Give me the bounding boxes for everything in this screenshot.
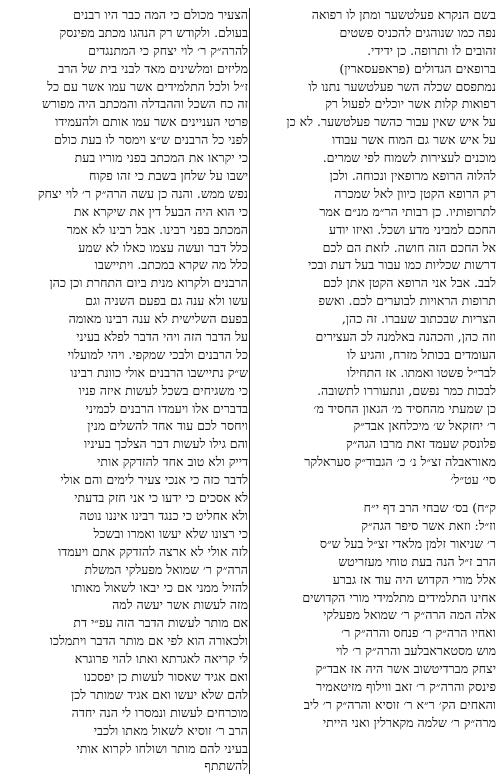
text-line: הרבנים ולקרוא מנית ביום התחרת וכן כהן xyxy=(49,275,248,291)
text-line: כי משגיחים בשכל לעשות איזה פניו xyxy=(78,382,248,398)
text-line: כלל דבר ועשה עצמו כאלו לא שמע xyxy=(78,239,248,255)
text-line: להשתתף xyxy=(204,758,248,774)
text-line: נמתפסם שכלה השר פעלטשער נתנו לו xyxy=(308,78,496,94)
text-line: ברופאים הגדולים (פראפעסארין) xyxy=(339,60,496,76)
text-line: ר׳ יחזקאל ש׳ מיכלחאן אבד״ק xyxy=(353,418,496,434)
text-line: בפעם השלישית לא ענה רבינו מאומה xyxy=(68,311,248,327)
text-line: להלוה הרופא מרופאין ונכוחה. ולכן xyxy=(329,168,496,184)
text-line: בעיני להם מותר ושולחו לקרוא אותי xyxy=(76,740,248,756)
text-line: מוכנים לעצירות לשמוח לפי שמרים. xyxy=(322,150,496,166)
text-line: מוכרחים לעשות ונמסרו לי הנה יחדה xyxy=(71,704,248,720)
text-line: בשם הנקרא פעלטשער ומתן לו רפואה xyxy=(311,7,496,22)
text-line: ק״ח) בס׳ שבחי הרב דף י״ח xyxy=(363,500,496,516)
text-line: רק הרופא הקטן כיוון לאל שמכרה xyxy=(334,185,496,201)
text-line: מליזים ומלשינים מאד לבני בית של הרב xyxy=(58,60,248,76)
text-line: לבכות כמר נפשם, ונתעוררו לתשובה. xyxy=(317,382,496,398)
text-line: מרה״ק ר׳ שלמה מקארלין ואני הייתי xyxy=(322,714,496,730)
text-line: המכתב בפני רבינו. אבל רבינו לא אמר xyxy=(66,221,248,237)
text-line: כי יקראו את המכתב בפני מוריו בעת xyxy=(74,150,248,166)
text-line: ש״ק נתיישבו הרבנים אולי כוונת רבינו xyxy=(70,364,248,380)
text-line: להם שלא יעשו ואם אגיד שמותר לכן xyxy=(70,686,248,702)
text-line: נפש ממש. והנה כן עשה הרה״ק ר׳ לוי יצחק xyxy=(37,185,248,201)
text-line: לתרופותיו. כן רבותי הר״מ מנ״ם אמר xyxy=(319,203,496,219)
text-line: על הדבר הזה ויהי הדבר לפלא בעיני xyxy=(76,329,248,345)
text-line: והם גילו לעשות דבר הצלכך בעיניו xyxy=(83,436,248,452)
text-line: לי קריאה לאגרתא ואתו להוי פרוגרא xyxy=(74,651,248,667)
text-line: וזה כהן, והכהנה באלמנה לכ העצירים xyxy=(315,329,496,345)
text-line: העומדים בכותל מזרח, והגיע לו xyxy=(347,346,496,362)
text-line: כלל מה שקרא במכתב. ויתיישבו xyxy=(94,257,248,273)
text-line: ר׳ שניאור זלמן מלאדי זצ״ל בעל ש״ס xyxy=(319,535,496,551)
text-line: לבב. אבל אני הרופא הקטן אתן לכם xyxy=(322,275,496,291)
text-line: פרטי העניינים אשר עמו אותם ולהעמידו xyxy=(55,114,248,130)
text-line: והאחים הק׳ ר״א ר׳ זוסיא והרה״ק ר׳ ליב xyxy=(303,696,496,712)
text-line: עשו ולא ענה גם בפעם השניה וגם xyxy=(85,293,248,309)
text-line: כי רצונו שלא יעשו ואמרו ובשכל xyxy=(93,525,248,541)
right-text-column xyxy=(252,6,496,732)
text-line: הצריות שבכתוב שעברו. זה כהן, xyxy=(341,311,496,327)
text-line: אחינו התלמידים מתלמידי מורי הקדושים xyxy=(302,589,496,605)
text-line: החכם למביני מדע ושכל. ואיזו יודע xyxy=(329,221,496,237)
text-line: הצעיר מכולם כי המה כבר היו רבנים xyxy=(73,7,248,22)
text-line: כי הוא היה הבעל דין את שיקרא את xyxy=(73,203,248,219)
text-line: מוש מסטאראבלעב והרה״ק ר׳ לוי xyxy=(335,643,496,659)
text-line: ישבו על שלחן בשבת כי זהו פקוח xyxy=(88,168,248,184)
text-line: נפה כמו שנוהגים להכניס פשטים xyxy=(339,24,496,40)
text-line: פלונסק שעמד זאת מרבו הגה״ק xyxy=(345,436,496,452)
text-line: ז״ל ולכל התלמידים אשר עמו אשר עם כל xyxy=(47,78,248,94)
text-line: לבר״ל פשטו ואמתו. אז התחילו xyxy=(346,364,496,380)
text-line: ולכאורה הוא לפי אם מותר הדבר ויתמלכו xyxy=(49,633,248,649)
text-line: רפואות קלות אשר יוכלים לפעול רק xyxy=(325,96,496,112)
text-line: ולא אחליט כי כנגד רבינו איננו נוטה xyxy=(79,507,248,523)
text-line: בדברים אלו ויעמדו הרבנים לכמיני xyxy=(85,400,248,416)
text-line: כל הרבנים ולבכי שמקפי. ויהי למועלוי xyxy=(67,346,248,362)
text-line: תרופות הראויות לבוערים לכם. ואשפ xyxy=(318,293,496,309)
text-line: יצחק מברדיטשוב אשר היה אז אבד״ק xyxy=(315,661,496,677)
text-line: להזיל ממני אם כי יבאו לשאול מאותו xyxy=(71,579,248,595)
text-line: הרה״ק ר׳ שמואל מפעלקי המשלת xyxy=(84,561,248,577)
text-line: דרשות שכליות כמו עבור בעל דעת ובכי xyxy=(308,257,496,273)
text-line: אם מותר לעשות הדבר הזה עפ״י דת xyxy=(73,615,248,631)
text-line: לזה אולי לא ארצה להזדקק אתם ויעמדו xyxy=(58,543,248,559)
text-line: אלה המה הרה״ק ר׳ שמואל מפעלקי xyxy=(323,607,496,623)
text-line: מאוראבלה זצ״ל נ׳ כ׳ הגבוד״ק סעראלקר xyxy=(304,454,496,470)
text-line: דייק ולא טוב אחד להזדקק אותי xyxy=(97,454,248,470)
text-line: ואחיו הרה״ק ר׳ פנחס והרה״ק ר׳ xyxy=(341,625,496,641)
left-text-column xyxy=(4,6,248,775)
text-line: הרב ר׳ זוסיא לשאול מאתו ולכבי xyxy=(93,722,248,738)
text-line: זה כח השכל וההבדלה והמכתב היה מפורש xyxy=(41,96,248,112)
text-line: אלל מורי הקדוש היה עוד אז גברע xyxy=(332,571,496,587)
text-line: לפני כל הרבנים ש״צ וימסר לו בעת כולם xyxy=(53,132,248,148)
text-line: פינסק והרה״ק ר׳ זאב ווילוף מזיטאמיר xyxy=(316,678,496,694)
text-line: ויחסר לכם עוד אחד להשלים מנין xyxy=(87,418,248,434)
text-line: מזה לעשות אשר יעשה למה xyxy=(112,597,248,613)
text-line: לא אסכים כי ידעו כי אני חזק בדעתי xyxy=(74,490,248,506)
text-line: סי׳ עט״ל׳ xyxy=(450,472,496,488)
text-line: ואם אגיד שאסור לעשות כן יפסכנו xyxy=(83,668,248,684)
text-line: על איש שאין עבור כהשר פעלטשער. לא כן xyxy=(286,114,496,130)
text-line: בעולם. ולקודש רק הנהגו מכתב מפינסק xyxy=(59,24,248,40)
text-line: אל החכם הזה חושה. לזאת הם לכם xyxy=(322,239,496,255)
text-line: הרב ז״ל הנה בעת טוחי מעזריטש xyxy=(338,553,496,569)
text-line: לדבר כזה כי אנכי צעיר לימים והם אולי xyxy=(60,472,248,488)
text-line: וז״ל: וזאת אשר סיפר הגה״ק xyxy=(361,517,496,533)
text-line: להרה״ק ר׳ לוי יצחק כי המתנגדים xyxy=(88,42,248,58)
text-line: כן שמעתי מהחסיד מ׳ הגאון החסיד מ׳ xyxy=(313,400,496,416)
text-line: זהובים לו ותרופה. כן ידידי. xyxy=(367,42,496,58)
text-line xyxy=(252,489,496,499)
column-divider xyxy=(249,8,250,774)
text-line: על איש אשר גם המוח אשר עבודו xyxy=(331,132,496,148)
